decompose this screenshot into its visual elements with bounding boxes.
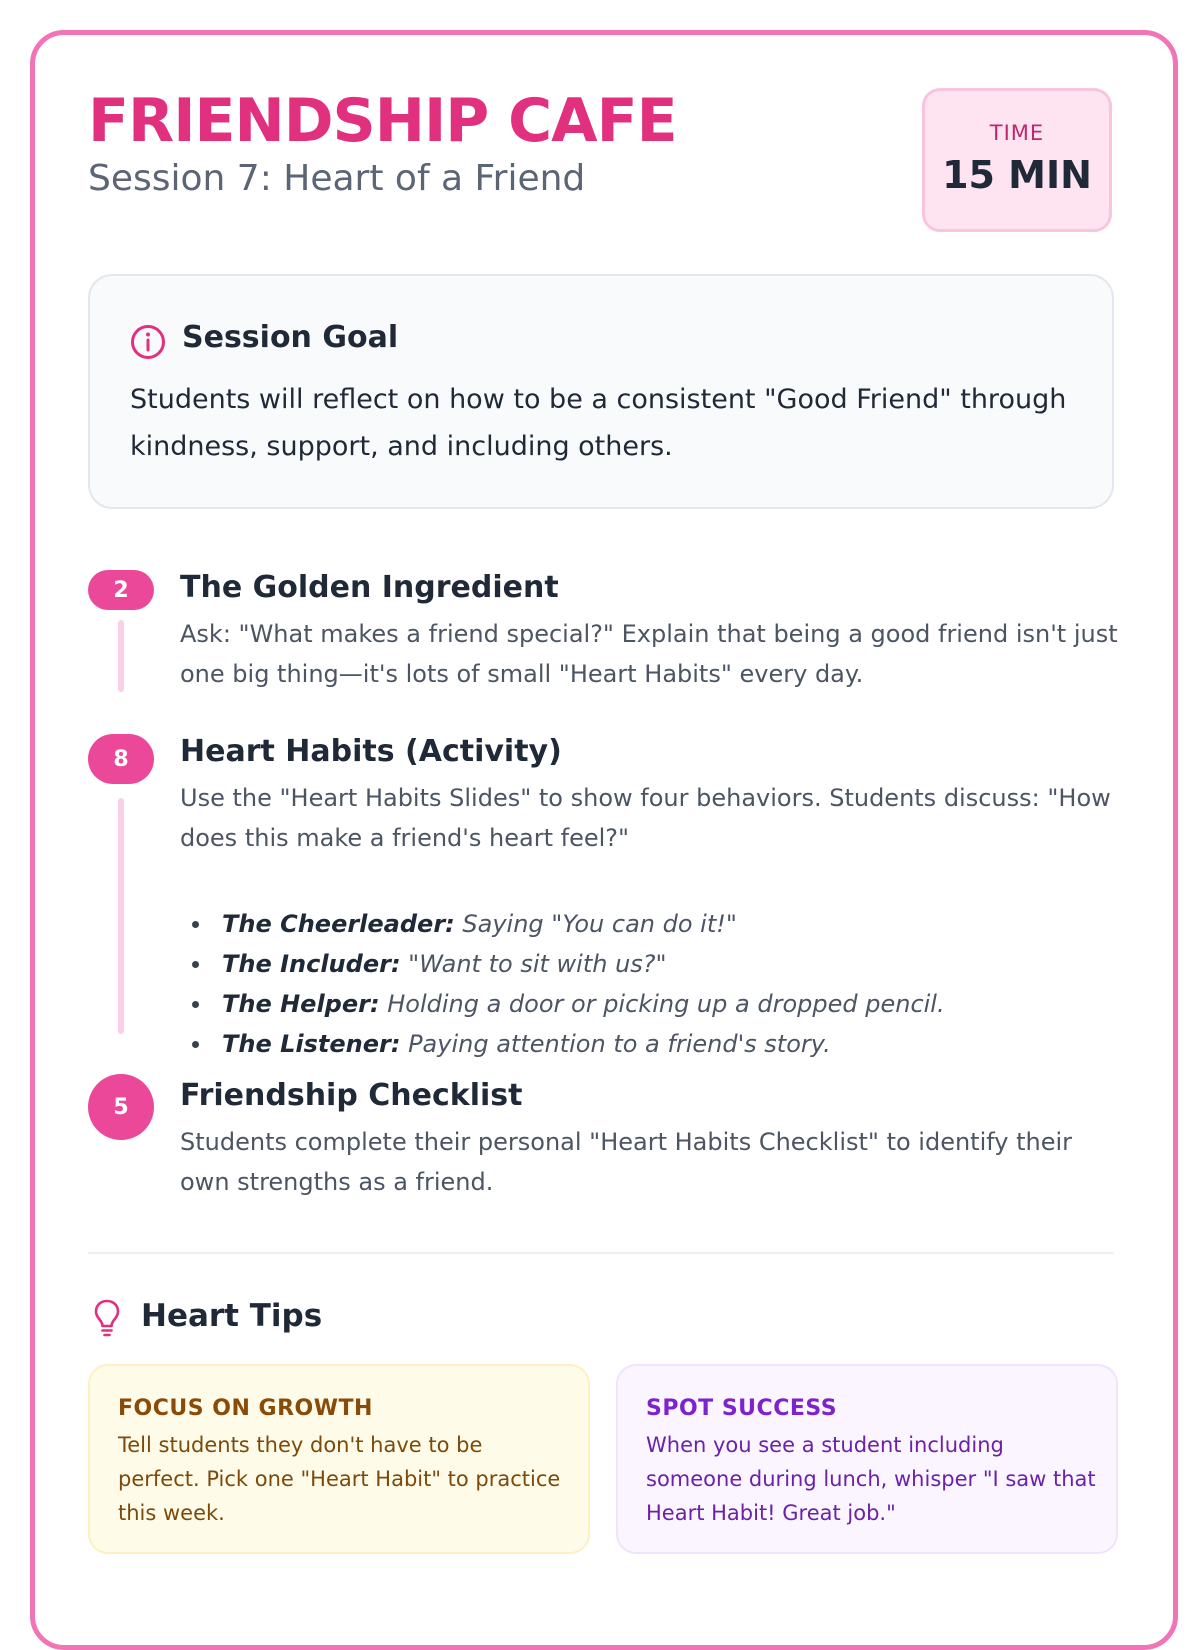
heart-tips-title: Heart Tips: [141, 1298, 323, 1334]
session-goal-text: Students will reflect on how to be a consistent "Good Friend" through kindness, support, and including others.: [130, 384, 1067, 462]
session-goal-box: [88, 274, 1114, 509]
step-timeline-line: [118, 798, 124, 1034]
info-icon: [130, 324, 166, 360]
tip-card-focus-on-growth: [88, 1364, 590, 1554]
habit-label: The Cheerleader:: [222, 910, 455, 938]
step-friendship-checklist: [88, 1074, 1118, 1204]
step-description: Ask: "What makes a friend special?" Explain that being a good friend isn't just one big thing—it's lots of small "Heart Habits" every day.: [180, 620, 1118, 688]
habit-text: Saying "You can do it!": [454, 910, 737, 938]
session-goal-title: Session Goal: [182, 320, 399, 355]
heart-habits-list: [180, 904, 1120, 1064]
session-subtitle: Session 7: Heart of a Friend: [88, 158, 586, 199]
tip-text: Tell students they don't have to be perfect. Pick one "Heart Habit" to practice this week.: [118, 1433, 561, 1525]
habit-label: The Includer:: [222, 950, 401, 978]
step-timeline-line: [118, 620, 124, 692]
habit-label: The Listener:: [222, 1030, 401, 1058]
list-item: [180, 944, 1120, 984]
step-title: Heart Habits (Activity): [180, 734, 562, 769]
page-title: FRIENDSHIP CAFE: [88, 86, 677, 156]
habit-label: The Helper:: [222, 990, 380, 1018]
list-item: [180, 1024, 1120, 1064]
step-minutes-badge: 2: [88, 570, 154, 610]
time-value: 15 MIN: [942, 153, 1092, 197]
section-divider: [88, 1252, 1114, 1254]
step-minutes-badge: 8: [88, 734, 154, 784]
time-badge: [922, 88, 1112, 232]
habit-text: Paying attention to a friend's story.: [400, 1030, 831, 1058]
habit-text: Holding a door or picking up a dropped pencil.: [379, 990, 945, 1018]
tip-heading: SPOT SUCCESS: [646, 1396, 838, 1421]
lightbulb-icon: [92, 1298, 122, 1338]
habit-text: "Want to sit with us?": [400, 950, 667, 978]
tip-heading: FOCUS ON GROWTH: [118, 1396, 373, 1421]
step-golden-ingredient: [88, 570, 1118, 700]
step-heart-habits: [88, 734, 1118, 1058]
tip-card-spot-success: [616, 1364, 1118, 1554]
list-item: [180, 984, 1120, 1024]
step-title: Friendship Checklist: [180, 1078, 523, 1113]
step-description: Use the "Heart Habits Slides" to show four behaviors. Students discuss: "How does this make a friend's heart feel?": [180, 784, 1111, 852]
time-label: TIME: [989, 121, 1045, 145]
step-title: The Golden Ingredient: [180, 570, 559, 605]
step-minutes-badge: 5: [88, 1074, 154, 1140]
step-description: Students complete their personal "Heart Habits Checklist" to identify their own strengths as a friend.: [180, 1128, 1073, 1196]
tip-text: When you see a student including someone during lunch, whisper "I saw that Heart Habit! Great job.": [646, 1433, 1096, 1525]
list-item: [180, 904, 1120, 944]
